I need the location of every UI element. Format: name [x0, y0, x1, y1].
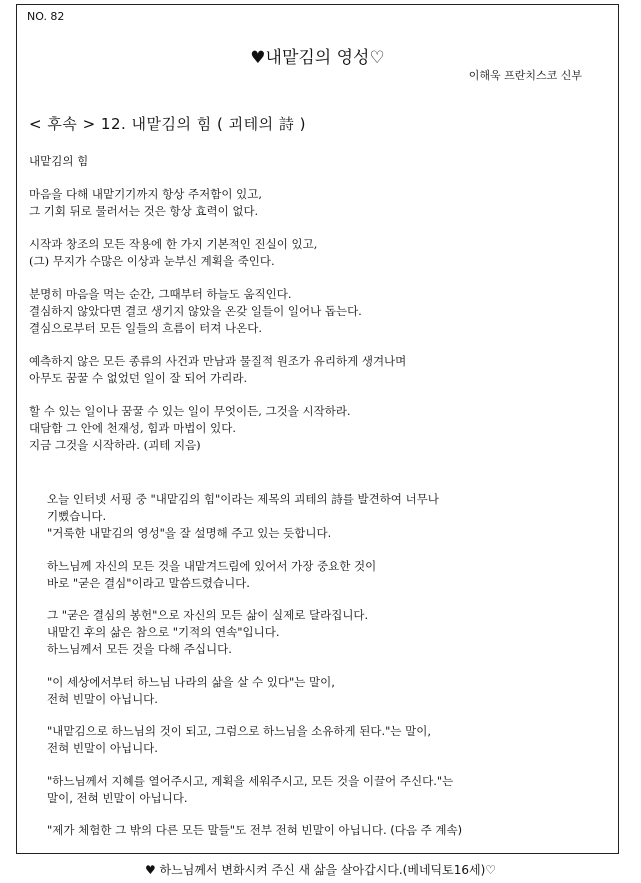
poem-line: 시작과 창조의 모든 작용에 한 가지 기본적인 진실이 있고,	[29, 237, 318, 251]
poem-line: 대담함 그 안에 천재성, 힘과 마법이 있다.	[29, 421, 236, 435]
commentary-line: 하느님께서 모든 것을 다해 주십니다.	[47, 642, 232, 656]
poem-line: (그) 무지가 수많은 이상과 눈부신 계획을 죽인다.	[29, 254, 275, 268]
poem-block	[29, 153, 609, 454]
chapter-heading: < 후속 > 12. 내맡김의 힘 ( 괴테의 詩 )	[29, 115, 307, 133]
commentary-line: 바로 "굳은 결심"이라고 말씀드렸습니다.	[47, 575, 250, 590]
commentary-line: 내맡긴 후의 삶은 참으로 "기적의 연속"입니다.	[47, 625, 280, 639]
poem-heading: 내맡김의 힘	[29, 154, 89, 168]
poem-line: 예측하지 않은 모든 종류의 사건과 만남과 물질적 원조가 유리하게 생겨나며	[29, 354, 407, 368]
commentary-line: "내맡김으로 하느님의 것이 되고, 그럼으로 하느님을 소유하게 된다."는 말이,	[47, 724, 432, 738]
page-title: ♥내맡김의 영성♡	[250, 48, 385, 68]
poem-line: 결심으로부터 모든 일들의 흐름이 터져 나온다.	[29, 321, 263, 335]
commentary-line: 전혀 빈말이 아닙니다.	[47, 741, 158, 755]
poem-line: 할 수 있는 일이나 꿈꿀 수 있는 일이 무엇이든, 그것을 시작하라.	[29, 404, 351, 418]
commentary-line: "하느님께서 지혜를 열어주시고, 계획을 세워주시고, 모든 것을 이끌어 주신다."는	[47, 773, 454, 788]
poem-line: 지금 그것을 시작하라. (괴테 지음)	[29, 438, 201, 452]
commentary-line: 전혀 빈말이 아닙니다.	[47, 691, 158, 706]
commentary-line: 오늘 인터넷 서핑 중 "내맡김의 힘"이라는 제목의 괴테의 詩를 발견하여 너무나	[47, 492, 439, 506]
poem-line: 결심하지 않았다면 결코 생기지 않았을 온갖 일들이 일어나 돕는다.	[29, 304, 362, 318]
commentary-line: 기뻤습니다.	[47, 509, 107, 523]
commentary-line: "제가 체험한 그 밖의 다른 모든 말들"도 전부 전혀 빈말이 아닙니다. (다음 주 계속)	[47, 823, 463, 837]
page-frame	[16, 4, 619, 854]
poem-line: 그 기회 뒤로 물러서는 것은 항상 효력이 없다.	[29, 204, 259, 218]
commentary-line: 말이, 전혀 빈말이 아닙니다.	[47, 790, 188, 805]
poem-line: 아무도 꿈꿀 수 없었던 일이 잘 되어 가리라.	[29, 371, 248, 385]
author-line: 이해욱 프란치스코 신부	[468, 69, 582, 82]
commentary-block	[47, 491, 612, 839]
footer-quote: ♥ 하느님께서 변화시켜 주신 새 삶을 살아갑시다.(베네딕토16세)♡	[144, 863, 497, 877]
issue-number: NO. 82	[27, 10, 65, 23]
poem-line: 분명히 마음을 먹는 순간, 그때부터 하늘도 움직인다.	[29, 287, 292, 301]
poem-line: 마음을 다해 내맡기기까지 항상 주저함이 있고,	[29, 187, 263, 201]
commentary-line: "이 세상에서부터 하느님 나라의 삶을 살 수 있다"는 말이,	[47, 674, 335, 689]
commentary-line: 하느님께 자신의 모든 것을 내맡겨드림에 있어서 가장 중요한 것이	[47, 558, 377, 573]
commentary-line: "거룩한 내맡김의 영성"을 잘 설명해 주고 있는 듯합니다.	[47, 526, 332, 540]
commentary-line: 그 "굳은 결심의 봉헌"으로 자신의 모든 삶이 실제로 달라집니다.	[47, 608, 369, 622]
